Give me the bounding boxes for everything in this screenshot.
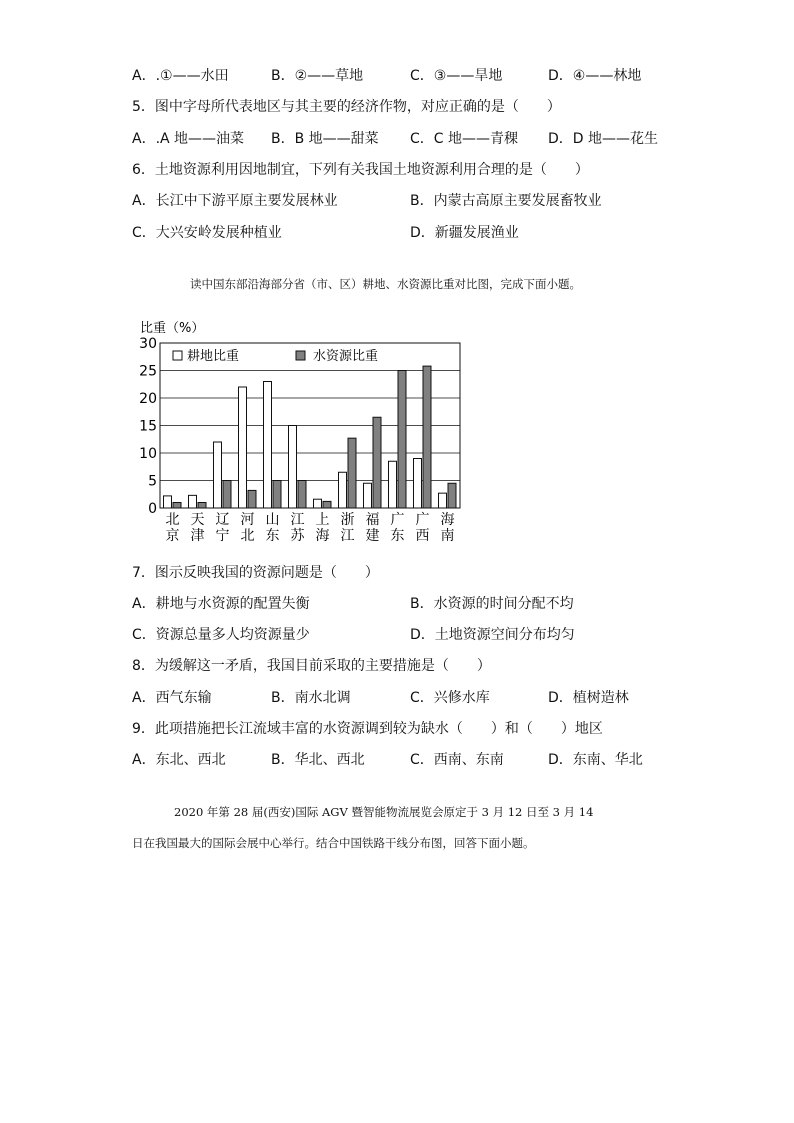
q5-option-a: A．.A 地——油菜 <box>132 131 245 147</box>
y-tick-label: 0 <box>148 501 157 517</box>
bar-cultivated-land <box>339 472 347 508</box>
bar-water-resource <box>273 481 281 509</box>
q7-option-b: B．水资源的时间分配不均 <box>410 596 574 612</box>
y-tick-label: 30 <box>139 336 157 352</box>
x-tick-label: 天津 <box>190 512 205 544</box>
x-tick-label: 海南 <box>440 512 455 544</box>
y-tick-label: 20 <box>139 391 157 407</box>
bar-water-resource <box>373 417 381 508</box>
q7-option-c: C．资源总量多人均资源量少 <box>132 627 310 643</box>
x-tick-label: 广西 <box>415 512 430 544</box>
chart-legend <box>173 348 378 364</box>
passage-intro-line2: 日在我国最大的国际会展中心举行。结合中国铁路干线分布图，回答下面小题。 <box>132 836 535 850</box>
bar-water-resource <box>348 438 356 508</box>
bar-chart <box>130 315 470 547</box>
q5-option-b: B．B 地——甜菜 <box>271 131 379 147</box>
bar-water-resource <box>323 501 331 508</box>
chart-intro: 读中国东部沿海部分省（市、区）耕地、水资源比重对比图，完成下面小题。 <box>190 277 581 291</box>
bar-water-resource <box>198 503 206 509</box>
bar-cultivated-land <box>214 442 222 508</box>
bar-water-resource <box>248 490 256 508</box>
q4-option-a: A．.①——水田 <box>132 68 229 84</box>
q4-option-b: B．②——草地 <box>271 68 364 84</box>
q6-option-c: C．大兴安岭发展种植业 <box>132 225 282 241</box>
bar-cultivated-land <box>239 387 247 508</box>
bar-cultivated-land <box>264 382 272 509</box>
q9-option-a: A．东北、西北 <box>132 752 226 768</box>
x-tick-label: 江苏 <box>290 512 305 544</box>
q8-option-a: A．西气东输 <box>132 690 212 706</box>
bar-cultivated-land <box>289 426 297 509</box>
y-axis-label: 比重（%） <box>140 321 205 336</box>
bar-water-resource <box>423 366 431 508</box>
bar-water-resource <box>223 481 231 509</box>
q8-stem: 8．为缓解这一矛盾，我国目前采取的主要措施是（ ） <box>132 658 491 674</box>
q8-option-b: B．南水北调 <box>271 690 351 706</box>
bar-cultivated-land <box>164 496 172 508</box>
q6-option-a: A．长江中下游平原主要发展林业 <box>132 193 338 209</box>
q9-option-c: C．西南、东南 <box>410 752 504 768</box>
y-tick-label: 15 <box>139 418 157 435</box>
q6-option-b: B．内蒙古高原主要发展畜牧业 <box>410 193 602 209</box>
x-tick-label: 广东 <box>390 512 405 544</box>
passage-intro-line1: 2020 年第 28 届(西安)国际 AGV 暨智能物流展览会原定于 3 月 12 日至 3 月 14 <box>174 805 594 819</box>
bar-cultivated-land <box>389 461 397 508</box>
q9-option-b: B．华北、西北 <box>271 752 365 768</box>
q4-option-c: C．③——旱地 <box>410 68 503 84</box>
q7-option-d: D．土地资源空间分布均匀 <box>410 627 575 643</box>
bar-water-resource <box>398 371 406 509</box>
bar-cultivated-land <box>189 495 197 508</box>
q7-stem: 7．图示反映我国的资源问题是（ ） <box>132 565 379 581</box>
y-tick-label: 25 <box>139 363 157 380</box>
q8-option-d: D．植树造林 <box>548 690 629 706</box>
x-tick-label: 上海 <box>315 512 330 544</box>
bar-cultivated-land <box>364 483 372 508</box>
x-tick-label: 浙江 <box>340 512 355 544</box>
q6-option-d: D．新疆发展渔业 <box>410 225 519 241</box>
y-tick-label: 10 <box>139 446 157 462</box>
x-tick-label: 河北 <box>240 512 255 544</box>
bar-water-resource <box>298 481 306 509</box>
legend-label-water: 水资源比重 <box>313 349 379 364</box>
q9-option-d: D．东南、华北 <box>548 752 643 768</box>
q7-option-a: A．耕地与水资源的配置失衡 <box>132 596 310 612</box>
q6-stem: 6．土地资源利用因地制宜，下列有关我国土地资源利用合理的是（ ） <box>132 162 589 178</box>
bar-cultivated-land <box>414 459 422 509</box>
bar-cultivated-land <box>439 493 447 508</box>
bar-water-resource <box>448 483 456 508</box>
q5-option-d: D．D 地——花生 <box>548 131 659 147</box>
y-tick-label: 5 <box>148 473 157 490</box>
bar-cultivated-land <box>314 499 322 508</box>
x-tick-label: 辽宁 <box>215 512 230 544</box>
legend-label-cultivated: 耕地比重 <box>187 349 240 364</box>
q8-option-c: C．兴修水库 <box>410 690 490 706</box>
legend-swatch-cultivated <box>173 351 182 360</box>
x-tick-label: 福建 <box>365 512 380 544</box>
q5-stem: 5．图中字母所代表地区与其主要的经济作物，对应正确的是（ ） <box>132 99 561 115</box>
q9-stem: 9．此项措施把长江流域丰富的水资源调到较为缺水（ ）和（ ）地区 <box>132 721 603 737</box>
q5-option-c: C．C 地——青稞 <box>410 131 519 147</box>
bar-water-resource <box>173 503 181 509</box>
x-tick-label: 北京 <box>165 512 180 544</box>
legend-swatch-water <box>296 351 305 360</box>
x-tick-label: 山东 <box>265 512 280 544</box>
q4-option-d: D．④——林地 <box>548 68 642 84</box>
